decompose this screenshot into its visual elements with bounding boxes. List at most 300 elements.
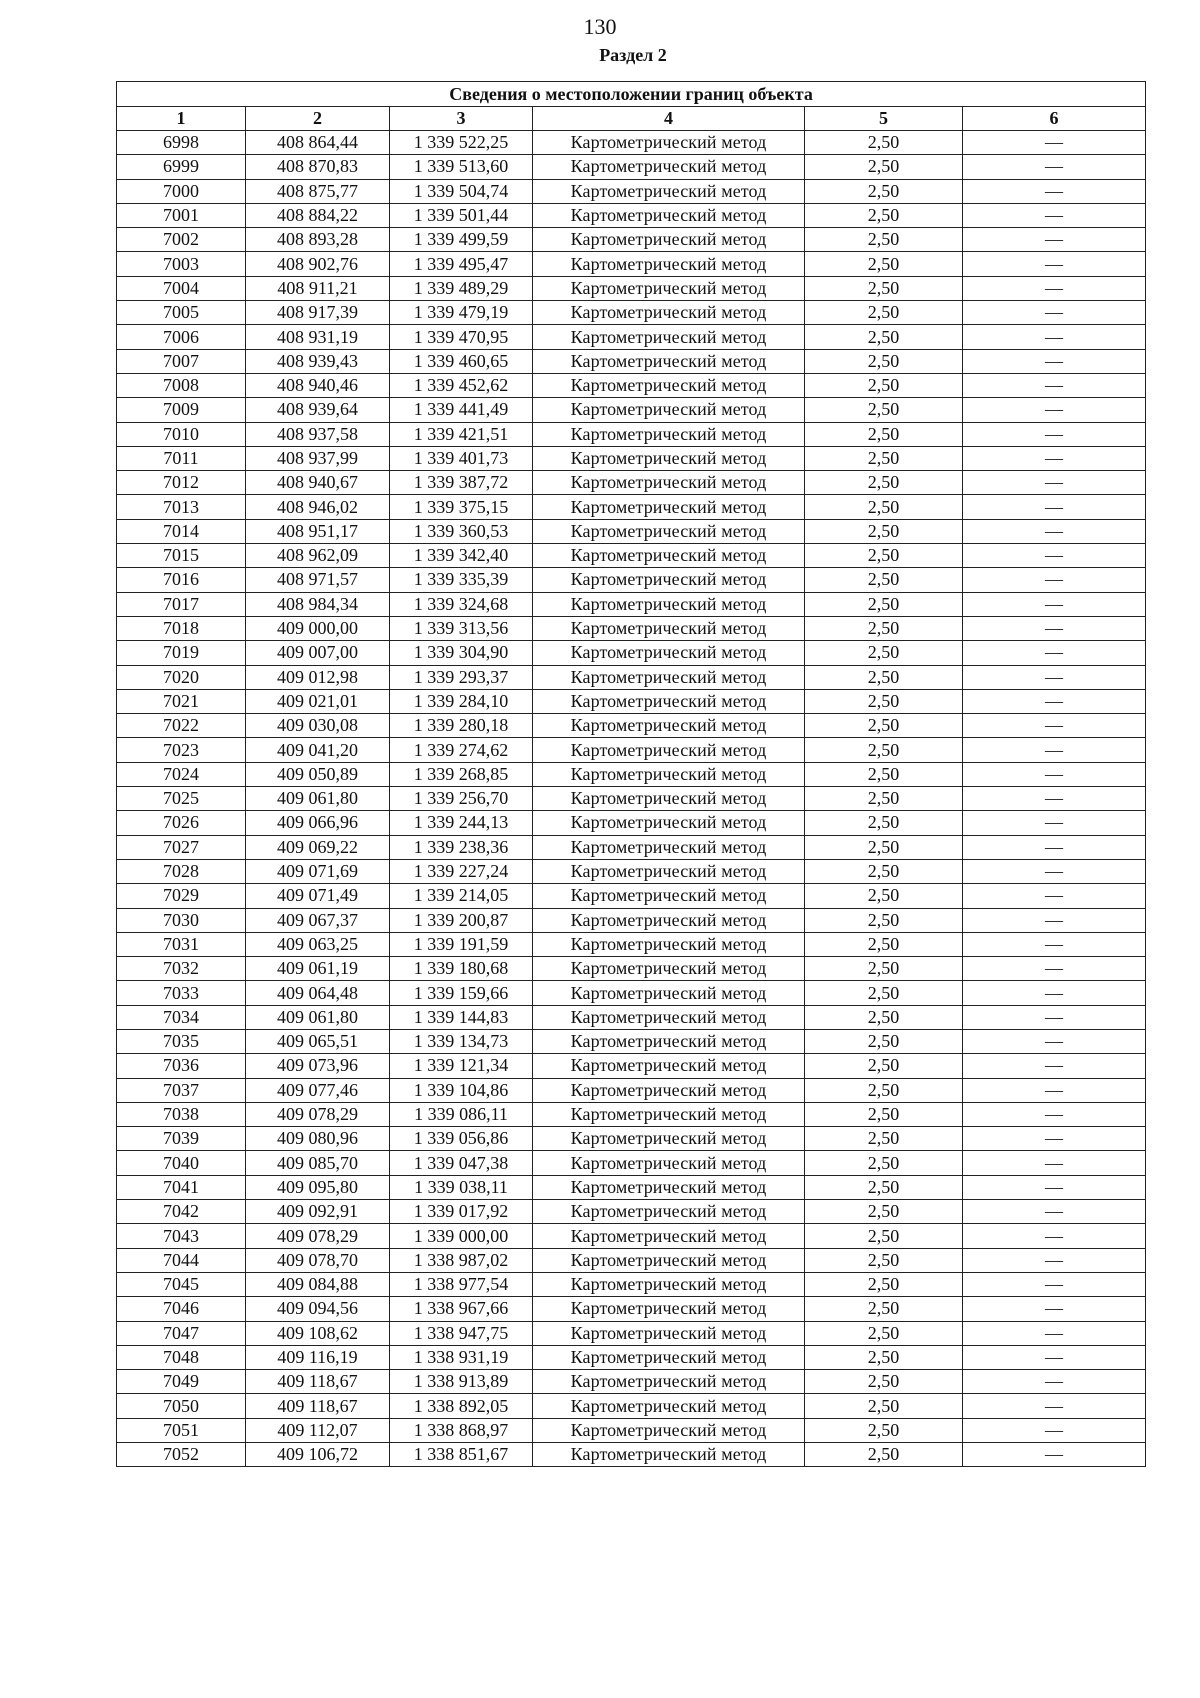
table-row <box>117 859 1146 883</box>
note-cell: — <box>963 1394 1146 1418</box>
note-cell: — <box>963 179 1146 203</box>
table-row <box>117 1005 1146 1029</box>
accuracy-cell: 2,50 <box>805 1394 963 1418</box>
point-number-cell: 7032 <box>117 957 246 981</box>
method-cell: Картометрический метод <box>533 422 805 446</box>
table-row <box>117 301 1146 325</box>
y-coordinate-cell: 1 339 180,68 <box>390 957 533 981</box>
x-coordinate-cell: 409 106,72 <box>246 1443 390 1467</box>
method-cell: Картометрический метод <box>533 1005 805 1029</box>
x-coordinate-cell: 408 893,28 <box>246 228 390 252</box>
table-row <box>117 762 1146 786</box>
note-cell: — <box>963 616 1146 640</box>
x-coordinate-cell: 408 946,02 <box>246 495 390 519</box>
point-number-cell: 7022 <box>117 714 246 738</box>
method-cell: Картометрический метод <box>533 1272 805 1296</box>
y-coordinate-cell: 1 339 214,05 <box>390 884 533 908</box>
method-cell: Картометрический метод <box>533 738 805 762</box>
method-cell: Картометрический метод <box>533 1127 805 1151</box>
boundary-coordinates-table <box>116 81 1146 1467</box>
y-coordinate-cell: 1 339 479,19 <box>390 301 533 325</box>
method-cell: Картометрический метод <box>533 1054 805 1078</box>
table-row <box>117 252 1146 276</box>
y-coordinate-cell: 1 339 104,86 <box>390 1078 533 1102</box>
accuracy-cell: 2,50 <box>805 908 963 932</box>
y-coordinate-cell: 1 339 017,92 <box>390 1200 533 1224</box>
method-cell: Картометрический метод <box>533 544 805 568</box>
table-row <box>117 884 1146 908</box>
point-number-cell: 7006 <box>117 325 246 349</box>
method-cell: Картометрический метод <box>533 568 805 592</box>
y-coordinate-cell: 1 339 284,10 <box>390 689 533 713</box>
method-cell: Картометрический метод <box>533 325 805 349</box>
accuracy-cell: 2,50 <box>805 1054 963 1078</box>
note-cell: — <box>963 738 1146 762</box>
method-cell: Картометрический метод <box>533 932 805 956</box>
note-cell: — <box>963 1127 1146 1151</box>
note-cell: — <box>963 1443 1146 1467</box>
x-coordinate-cell: 408 937,99 <box>246 446 390 470</box>
accuracy-cell: 2,50 <box>805 301 963 325</box>
note-cell: — <box>963 568 1146 592</box>
point-number-cell: 7045 <box>117 1272 246 1296</box>
accuracy-cell: 2,50 <box>805 1418 963 1442</box>
table-row <box>117 1394 1146 1418</box>
method-cell: Картометрический метод <box>533 714 805 738</box>
point-number-cell: 7000 <box>117 179 246 203</box>
x-coordinate-cell: 408 939,43 <box>246 349 390 373</box>
method-cell: Картометрический метод <box>533 1175 805 1199</box>
accuracy-cell: 2,50 <box>805 1078 963 1102</box>
x-coordinate-cell: 409 071,69 <box>246 859 390 883</box>
table-row <box>117 155 1146 179</box>
accuracy-cell: 2,50 <box>805 1005 963 1029</box>
note-cell: — <box>963 373 1146 397</box>
method-cell: Картометрический метод <box>533 1418 805 1442</box>
table-row <box>117 228 1146 252</box>
x-coordinate-cell: 409 078,29 <box>246 1102 390 1126</box>
y-coordinate-cell: 1 339 144,83 <box>390 1005 533 1029</box>
accuracy-cell: 2,50 <box>805 932 963 956</box>
accuracy-cell: 2,50 <box>805 373 963 397</box>
table-row <box>117 714 1146 738</box>
table-row <box>117 835 1146 859</box>
x-coordinate-cell: 409 073,96 <box>246 1054 390 1078</box>
method-cell: Картометрический метод <box>533 373 805 397</box>
column-number: 6 <box>963 107 1146 131</box>
note-cell: — <box>963 1102 1146 1126</box>
method-cell: Картометрический метод <box>533 957 805 981</box>
table-row <box>117 1224 1146 1248</box>
x-coordinate-cell: 408 962,09 <box>246 544 390 568</box>
accuracy-cell: 2,50 <box>805 495 963 519</box>
accuracy-cell: 2,50 <box>805 1175 963 1199</box>
point-number-cell: 7039 <box>117 1127 246 1151</box>
accuracy-cell: 2,50 <box>805 592 963 616</box>
point-number-cell: 7029 <box>117 884 246 908</box>
accuracy-cell: 2,50 <box>805 276 963 300</box>
accuracy-cell: 2,50 <box>805 714 963 738</box>
note-cell: — <box>963 981 1146 1005</box>
accuracy-cell: 2,50 <box>805 835 963 859</box>
table-row <box>117 471 1146 495</box>
point-number-cell: 7052 <box>117 1443 246 1467</box>
column-number: 4 <box>533 107 805 131</box>
note-cell: — <box>963 1175 1146 1199</box>
note-cell: — <box>963 835 1146 859</box>
point-number-cell: 7037 <box>117 1078 246 1102</box>
table-row <box>117 203 1146 227</box>
point-number-cell: 7049 <box>117 1370 246 1394</box>
point-number-cell: 7025 <box>117 787 246 811</box>
table-row <box>117 373 1146 397</box>
table-row <box>117 325 1146 349</box>
x-coordinate-cell: 409 094,56 <box>246 1297 390 1321</box>
accuracy-cell: 2,50 <box>805 884 963 908</box>
table-row <box>117 349 1146 373</box>
x-coordinate-cell: 409 041,20 <box>246 738 390 762</box>
x-coordinate-cell: 409 063,25 <box>246 932 390 956</box>
note-cell: — <box>963 301 1146 325</box>
method-cell: Картометрический метод <box>533 1248 805 1272</box>
x-coordinate-cell: 409 069,22 <box>246 835 390 859</box>
y-coordinate-cell: 1 338 913,89 <box>390 1370 533 1394</box>
method-cell: Картометрический метод <box>533 276 805 300</box>
note-cell: — <box>963 884 1146 908</box>
y-coordinate-cell: 1 339 324,68 <box>390 592 533 616</box>
method-cell: Картометрический метод <box>533 689 805 713</box>
x-coordinate-cell: 409 012,98 <box>246 665 390 689</box>
table-row <box>117 568 1146 592</box>
y-coordinate-cell: 1 339 452,62 <box>390 373 533 397</box>
method-cell: Картометрический метод <box>533 1200 805 1224</box>
y-coordinate-cell: 1 339 504,74 <box>390 179 533 203</box>
page-number: 130 <box>583 14 617 39</box>
accuracy-cell: 2,50 <box>805 398 963 422</box>
accuracy-cell: 2,50 <box>805 179 963 203</box>
y-coordinate-cell: 1 339 244,13 <box>390 811 533 835</box>
x-coordinate-cell: 408 875,77 <box>246 179 390 203</box>
x-coordinate-cell: 409 065,51 <box>246 1029 390 1053</box>
x-coordinate-cell: 409 000,00 <box>246 616 390 640</box>
y-coordinate-cell: 1 339 401,73 <box>390 446 533 470</box>
method-cell: Картометрический метод <box>533 1224 805 1248</box>
table-row <box>117 957 1146 981</box>
x-coordinate-cell: 408 984,34 <box>246 592 390 616</box>
table-row <box>117 1151 1146 1175</box>
accuracy-cell: 2,50 <box>805 131 963 155</box>
method-cell: Картометрический метод <box>533 495 805 519</box>
table-row <box>117 1200 1146 1224</box>
y-coordinate-cell: 1 338 851,67 <box>390 1443 533 1467</box>
x-coordinate-cell: 409 061,80 <box>246 787 390 811</box>
point-number-cell: 7016 <box>117 568 246 592</box>
note-cell: — <box>963 1370 1146 1394</box>
method-cell: Картометрический метод <box>533 908 805 932</box>
y-coordinate-cell: 1 339 200,87 <box>390 908 533 932</box>
y-coordinate-cell: 1 339 121,34 <box>390 1054 533 1078</box>
x-coordinate-cell: 408 902,76 <box>246 252 390 276</box>
note-cell: — <box>963 714 1146 738</box>
point-number-cell: 7013 <box>117 495 246 519</box>
x-coordinate-cell: 409 030,08 <box>246 714 390 738</box>
point-number-cell: 7041 <box>117 1175 246 1199</box>
y-coordinate-cell: 1 339 000,00 <box>390 1224 533 1248</box>
accuracy-cell: 2,50 <box>805 1443 963 1467</box>
table-row <box>117 1297 1146 1321</box>
y-coordinate-cell: 1 339 274,62 <box>390 738 533 762</box>
x-coordinate-cell: 409 080,96 <box>246 1127 390 1151</box>
point-number-cell: 7008 <box>117 373 246 397</box>
point-number-cell: 7046 <box>117 1297 246 1321</box>
point-number-cell: 7036 <box>117 1054 246 1078</box>
point-number-cell: 7038 <box>117 1102 246 1126</box>
accuracy-cell: 2,50 <box>805 228 963 252</box>
accuracy-cell: 2,50 <box>805 665 963 689</box>
table-row <box>117 1248 1146 1272</box>
point-number-cell: 7043 <box>117 1224 246 1248</box>
table-row <box>117 1175 1146 1199</box>
method-cell: Картометрический метод <box>533 1345 805 1369</box>
y-coordinate-cell: 1 339 134,73 <box>390 1029 533 1053</box>
method-cell: Картометрический метод <box>533 349 805 373</box>
method-cell: Картометрический метод <box>533 884 805 908</box>
note-cell: — <box>963 641 1146 665</box>
x-coordinate-cell: 409 092,91 <box>246 1200 390 1224</box>
point-number-cell: 7010 <box>117 422 246 446</box>
point-number-cell: 7047 <box>117 1321 246 1345</box>
y-coordinate-cell: 1 339 501,44 <box>390 203 533 227</box>
method-cell: Картометрический метод <box>533 859 805 883</box>
y-coordinate-cell: 1 339 460,65 <box>390 349 533 373</box>
note-cell: — <box>963 1224 1146 1248</box>
method-cell: Картометрический метод <box>533 1443 805 1467</box>
note-cell: — <box>963 544 1146 568</box>
table-row <box>117 811 1146 835</box>
x-coordinate-cell: 408 911,21 <box>246 276 390 300</box>
table-row <box>117 592 1146 616</box>
note-cell: — <box>963 203 1146 227</box>
note-cell: — <box>963 228 1146 252</box>
point-number-cell: 7024 <box>117 762 246 786</box>
accuracy-cell: 2,50 <box>805 811 963 835</box>
table-row <box>117 932 1146 956</box>
note-cell: — <box>963 131 1146 155</box>
accuracy-cell: 2,50 <box>805 1321 963 1345</box>
y-coordinate-cell: 1 339 304,90 <box>390 641 533 665</box>
point-number-cell: 7009 <box>117 398 246 422</box>
point-number-cell: 7035 <box>117 1029 246 1053</box>
table-row <box>117 131 1146 155</box>
note-cell: — <box>963 398 1146 422</box>
point-number-cell: 7001 <box>117 203 246 227</box>
table-row <box>117 738 1146 762</box>
x-coordinate-cell: 409 078,70 <box>246 1248 390 1272</box>
y-coordinate-cell: 1 339 047,38 <box>390 1151 533 1175</box>
point-number-cell: 6998 <box>117 131 246 155</box>
table-row <box>117 787 1146 811</box>
method-cell: Картометрический метод <box>533 787 805 811</box>
column-number: 5 <box>805 107 963 131</box>
accuracy-cell: 2,50 <box>805 203 963 227</box>
y-coordinate-cell: 1 339 489,29 <box>390 276 533 300</box>
accuracy-cell: 2,50 <box>805 859 963 883</box>
point-number-cell: 7005 <box>117 301 246 325</box>
column-number: 3 <box>390 107 533 131</box>
table-row <box>117 1102 1146 1126</box>
y-coordinate-cell: 1 339 513,60 <box>390 155 533 179</box>
method-cell: Картометрический метод <box>533 592 805 616</box>
x-coordinate-cell: 408 864,44 <box>246 131 390 155</box>
note-cell: — <box>963 446 1146 470</box>
point-number-cell: 7015 <box>117 544 246 568</box>
method-cell: Картометрический метод <box>533 1370 805 1394</box>
point-number-cell: 7051 <box>117 1418 246 1442</box>
point-number-cell: 7014 <box>117 519 246 543</box>
method-cell: Картометрический метод <box>533 471 805 495</box>
method-cell: Картометрический метод <box>533 1151 805 1175</box>
table-row <box>117 1418 1146 1442</box>
note-cell: — <box>963 1272 1146 1296</box>
method-cell: Картометрический метод <box>533 301 805 325</box>
accuracy-cell: 2,50 <box>805 519 963 543</box>
x-coordinate-cell: 409 071,49 <box>246 884 390 908</box>
accuracy-cell: 2,50 <box>805 422 963 446</box>
table-row <box>117 1127 1146 1151</box>
note-cell: — <box>963 1345 1146 1369</box>
accuracy-cell: 2,50 <box>805 325 963 349</box>
table-row <box>117 908 1146 932</box>
note-cell: — <box>963 325 1146 349</box>
table-row <box>117 689 1146 713</box>
x-coordinate-cell: 408 884,22 <box>246 203 390 227</box>
x-coordinate-cell: 408 870,83 <box>246 155 390 179</box>
method-cell: Картометрический метод <box>533 519 805 543</box>
table-row <box>117 981 1146 1005</box>
column-number: 2 <box>246 107 390 131</box>
note-cell: — <box>963 762 1146 786</box>
y-coordinate-cell: 1 339 238,36 <box>390 835 533 859</box>
point-number-cell: 6999 <box>117 155 246 179</box>
accuracy-cell: 2,50 <box>805 616 963 640</box>
accuracy-cell: 2,50 <box>805 689 963 713</box>
x-coordinate-cell: 409 077,46 <box>246 1078 390 1102</box>
accuracy-cell: 2,50 <box>805 155 963 179</box>
method-cell: Картометрический метод <box>533 446 805 470</box>
table-row <box>117 495 1146 519</box>
note-cell: — <box>963 155 1146 179</box>
method-cell: Картометрический метод <box>533 1297 805 1321</box>
table-row <box>117 1345 1146 1369</box>
method-cell: Картометрический метод <box>533 228 805 252</box>
method-cell: Картометрический метод <box>533 131 805 155</box>
point-number-cell: 7018 <box>117 616 246 640</box>
y-coordinate-cell: 1 338 868,97 <box>390 1418 533 1442</box>
note-cell: — <box>963 787 1146 811</box>
x-coordinate-cell: 409 007,00 <box>246 641 390 665</box>
x-coordinate-cell: 409 084,88 <box>246 1272 390 1296</box>
y-coordinate-cell: 1 339 335,39 <box>390 568 533 592</box>
accuracy-cell: 2,50 <box>805 1127 963 1151</box>
accuracy-cell: 2,50 <box>805 544 963 568</box>
table-body <box>117 131 1146 1467</box>
table-row <box>117 544 1146 568</box>
point-number-cell: 7004 <box>117 276 246 300</box>
note-cell: — <box>963 252 1146 276</box>
accuracy-cell: 2,50 <box>805 1370 963 1394</box>
x-coordinate-cell: 409 064,48 <box>246 981 390 1005</box>
table-row <box>117 179 1146 203</box>
point-number-cell: 7021 <box>117 689 246 713</box>
table-row <box>117 276 1146 300</box>
table-caption: Сведения о местоположении границ объекта <box>117 82 1146 107</box>
x-coordinate-cell: 408 939,64 <box>246 398 390 422</box>
method-cell: Картометрический метод <box>533 1078 805 1102</box>
y-coordinate-cell: 1 339 159,66 <box>390 981 533 1005</box>
x-coordinate-cell: 408 931,19 <box>246 325 390 349</box>
note-cell: — <box>963 1078 1146 1102</box>
note-cell: — <box>963 592 1146 616</box>
point-number-cell: 7042 <box>117 1200 246 1224</box>
note-cell: — <box>963 1418 1146 1442</box>
accuracy-cell: 2,50 <box>805 1102 963 1126</box>
method-cell: Картометрический метод <box>533 179 805 203</box>
point-number-cell: 7030 <box>117 908 246 932</box>
method-cell: Картометрический метод <box>533 1321 805 1345</box>
x-coordinate-cell: 408 951,17 <box>246 519 390 543</box>
table-row <box>117 1370 1146 1394</box>
y-coordinate-cell: 1 339 470,95 <box>390 325 533 349</box>
y-coordinate-cell: 1 338 987,02 <box>390 1248 533 1272</box>
y-coordinate-cell: 1 339 280,18 <box>390 714 533 738</box>
accuracy-cell: 2,50 <box>805 1345 963 1369</box>
x-coordinate-cell: 409 078,29 <box>246 1224 390 1248</box>
y-coordinate-cell: 1 339 056,86 <box>390 1127 533 1151</box>
note-cell: — <box>963 1321 1146 1345</box>
x-coordinate-cell: 408 940,46 <box>246 373 390 397</box>
note-cell: — <box>963 519 1146 543</box>
accuracy-cell: 2,50 <box>805 349 963 373</box>
point-number-cell: 7002 <box>117 228 246 252</box>
accuracy-cell: 2,50 <box>805 981 963 1005</box>
method-cell: Картометрический метод <box>533 1102 805 1126</box>
column-number: 1 <box>117 107 246 131</box>
y-coordinate-cell: 1 339 495,47 <box>390 252 533 276</box>
y-coordinate-cell: 1 338 947,75 <box>390 1321 533 1345</box>
table-row <box>117 1321 1146 1345</box>
table-row <box>117 641 1146 665</box>
note-cell: — <box>963 495 1146 519</box>
method-cell: Картометрический метод <box>533 155 805 179</box>
method-cell: Картометрический метод <box>533 252 805 276</box>
x-coordinate-cell: 409 118,67 <box>246 1394 390 1418</box>
point-number-cell: 7050 <box>117 1394 246 1418</box>
x-coordinate-cell: 409 118,67 <box>246 1370 390 1394</box>
y-coordinate-cell: 1 339 441,49 <box>390 398 533 422</box>
accuracy-cell: 2,50 <box>805 1248 963 1272</box>
table-row <box>117 1029 1146 1053</box>
point-number-cell: 7026 <box>117 811 246 835</box>
x-coordinate-cell: 408 937,58 <box>246 422 390 446</box>
method-cell: Картометрический метод <box>533 398 805 422</box>
x-coordinate-cell: 409 067,37 <box>246 908 390 932</box>
accuracy-cell: 2,50 <box>805 1297 963 1321</box>
note-cell: — <box>963 471 1146 495</box>
point-number-cell: 7007 <box>117 349 246 373</box>
x-coordinate-cell: 409 066,96 <box>246 811 390 835</box>
point-number-cell: 7023 <box>117 738 246 762</box>
table-row <box>117 1078 1146 1102</box>
